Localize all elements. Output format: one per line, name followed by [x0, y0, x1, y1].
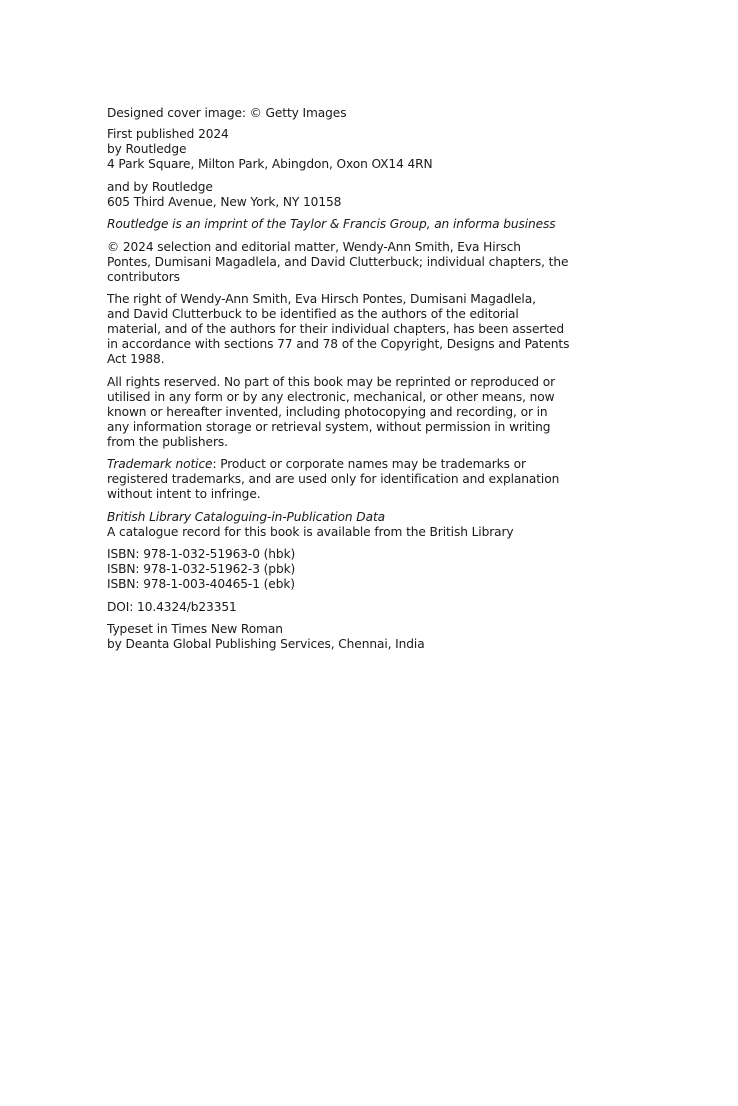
copyright-line-3: contributors: [107, 270, 180, 284]
moral-rights-line-4: in accordance with sections 77 and 78 of the Copyright, Designs and Patents: [107, 337, 570, 351]
cip-block: [107, 510, 537, 540]
rights-reserved-line-2: utilised in any form or by any electronic, mechanical, or other means, now: [107, 390, 555, 404]
moral-rights-notice: [107, 292, 570, 367]
rights-reserved-line-4: any information storage or retrieval system, without permission in writing: [107, 420, 551, 434]
first-published-block: [107, 127, 537, 172]
rights-reserved-line-1: All rights reserved. No part of this book may be reprinted or reproduced or: [107, 375, 556, 389]
imprint-note: [107, 217, 556, 232]
rights-reserved-line-3: known or hereafter invented, including photocopying and recording, or in: [107, 405, 548, 419]
trademark-line-1: [107, 457, 537, 472]
doi-block: [107, 600, 537, 615]
isbn-pbk: ISBN: 978-1-032-51962-3 (pbk): [107, 562, 296, 576]
moral-rights-line-2: and David Clutterbuck to be identified as the authors of the editorial: [107, 307, 519, 321]
imprint-note-text: Routledge is an imprint of the Taylor & Francis Group, an informa business: [107, 217, 556, 231]
copyright-notice: [107, 240, 569, 285]
us-publisher-block: [107, 180, 537, 210]
publisher-address-line: 4 Park Square, Milton Park, Abingdon, Oxon OX14 4RN: [107, 157, 433, 171]
isbn-list: [107, 547, 537, 592]
isbn-hbk: ISBN: 978-1-032-51963-0 (hbk): [107, 547, 296, 561]
cip-heading: British Library Cataloguing-in-Publication Data: [107, 510, 386, 524]
trademark-line-2: registered trademarks, and are used only for identification and explanation: [107, 472, 560, 486]
cover-credit: [107, 106, 537, 121]
doi-text: DOI: 10.4324/b23351: [107, 600, 237, 614]
moral-rights-line-5: Act 1988.: [107, 352, 165, 366]
publisher-name-line: by Routledge: [107, 142, 187, 156]
trademark-label: Trademark notice: [107, 457, 213, 471]
moral-rights-line-1: The right of Wendy-Ann Smith, Eva Hirsch Pontes, Dumisani Magadlela,: [107, 292, 536, 306]
copyright-line-1: © 2024 selection and editorial matter, Wendy-Ann Smith, Eva Hirsch: [107, 240, 521, 254]
typeset-line-2: by Deanta Global Publishing Services, Chennai, India: [107, 637, 425, 651]
trademark-line-3: without intent to infringe.: [107, 487, 261, 501]
cover-credit-text: Designed cover image: © Getty Images: [107, 106, 347, 120]
us-publisher-name-line: and by Routledge: [107, 180, 213, 194]
trademark-line-1-rest: : Product or corporate names may be trademarks or: [212, 457, 526, 471]
us-publisher-address-line: 605 Third Avenue, New York, NY 10158: [107, 195, 342, 209]
first-published-line: First published 2024: [107, 127, 229, 141]
rights-reserved-notice: [107, 375, 556, 450]
copyright-line-2: Pontes, Dumisani Magadlela, and David Clutterbuck; individual chapters, the: [107, 255, 569, 269]
typeset-block: [107, 622, 537, 652]
moral-rights-line-3: material, and of the authors for their individual chapters, has been asserted: [107, 322, 564, 336]
rights-reserved-line-5: from the publishers.: [107, 435, 228, 449]
typeset-line-1: Typeset in Times New Roman: [107, 622, 283, 636]
trademark-notice: [107, 457, 560, 502]
cip-text: A catalogue record for this book is available from the British Library: [107, 525, 514, 539]
isbn-ebk: ISBN: 978-1-003-40465-1 (ebk): [107, 577, 295, 591]
